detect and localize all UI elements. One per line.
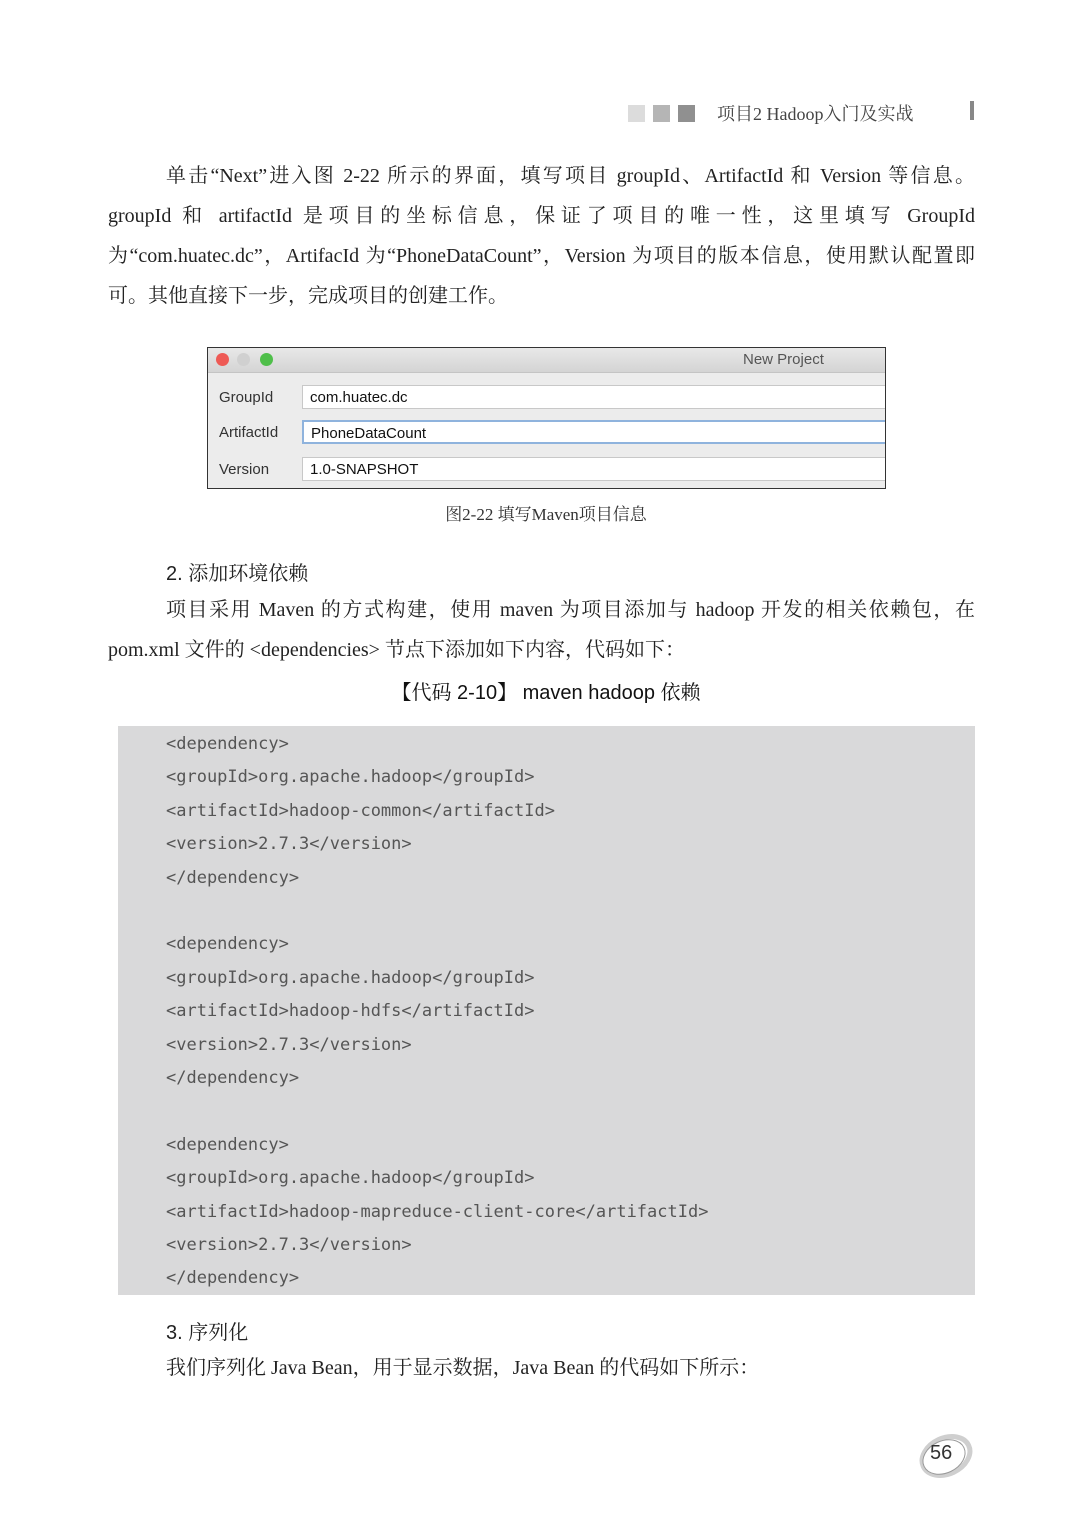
code-line: </dependency> — [166, 1268, 300, 1289]
code-line: <version>2.7.3</version> — [166, 1235, 412, 1255]
header-title: 项目2 Hadoop入门及实战 — [717, 104, 914, 124]
artifactid-input[interactable]: PhoneDataCount — [302, 420, 885, 444]
version-label: Version — [219, 461, 270, 478]
code-line: <artifactId>hadoop-hdfs</artifactId> — [166, 1001, 535, 1022]
section-2-text: 项目采用 Maven 的方式构建，使用 maven 为项目添加与 hadoop 开发的相关依赖包，在 pom.xml 文件的 <dependencies> 节点下添加如下内容，代码如下： — [108, 599, 975, 661]
artifactid-label: ArtifactId — [219, 424, 279, 441]
running-header — [628, 100, 914, 126]
code-line: <groupId>org.apache.hadoop</groupId> — [166, 767, 535, 788]
code-line: <version>2.7.3</version> — [166, 834, 412, 855]
code-block — [118, 726, 975, 1295]
window-titlebar — [208, 348, 885, 373]
code-line: <artifactId>hadoop-mapreduce-client-core</artifactId> — [166, 1201, 709, 1222]
groupid-label: GroupId — [219, 389, 274, 406]
code-line: <dependency> — [166, 734, 289, 754]
new-project-window — [207, 347, 886, 489]
artifactid-row — [208, 420, 885, 446]
groupid-row — [208, 385, 885, 411]
header-square — [653, 105, 670, 122]
code-line: <groupId>org.apache.hadoop</groupId> — [166, 1168, 535, 1189]
header-square — [678, 105, 695, 122]
version-input[interactable]: 1.0-SNAPSHOT — [302, 457, 885, 481]
section-3-text: 我们序列化 Java Bean，用于显示数据，Java Bean 的代码如下所示： — [166, 1357, 760, 1379]
maximize-icon[interactable] — [260, 353, 273, 366]
code-line: </dependency> — [166, 1068, 300, 1088]
code-line: </dependency> — [166, 867, 300, 888]
code-line: <dependency> — [166, 934, 289, 955]
close-icon[interactable] — [216, 353, 229, 366]
page-number: 56 — [930, 1442, 953, 1464]
code-title: 【代码 2-10】 maven hadoop 依赖 — [391, 682, 701, 704]
figure-caption: 图2-22 填写Maven项目信息 — [445, 505, 647, 524]
code-line: <dependency> — [166, 1134, 289, 1155]
code-line: <groupId>org.apache.hadoop</groupId> — [166, 967, 535, 988]
section-heading-2: 2. 添加环境依赖 — [166, 563, 309, 585]
version-row — [208, 457, 885, 483]
code-line: <artifactId>hadoop-common</artifactId> — [166, 800, 555, 821]
code-line: <version>2.7.3</version> — [166, 1034, 412, 1055]
minimize-icon[interactable] — [237, 353, 250, 366]
paragraph-intro: 单击“Next”进入图 2-22 所示的界面，填写项目 groupId、ArtifactId 和 Version 等信息。groupId 和 artifactId 是项目的坐标信息，保证了项目的唯一性，这里填写 GroupId 为“com.huatec.dc”，ArtifacId 为“PhoneDataCount”，Version 为项目的版本信息，使用默认配置即可。其他直接下一步，完成项目的创建工作。 — [108, 165, 975, 307]
header-square — [628, 105, 645, 122]
section-heading-3: 3. 序列化 — [166, 1322, 249, 1344]
window-title: New Project — [743, 351, 824, 368]
header-bar — [970, 101, 974, 120]
groupid-input[interactable]: com.huatec.dc — [302, 385, 885, 409]
